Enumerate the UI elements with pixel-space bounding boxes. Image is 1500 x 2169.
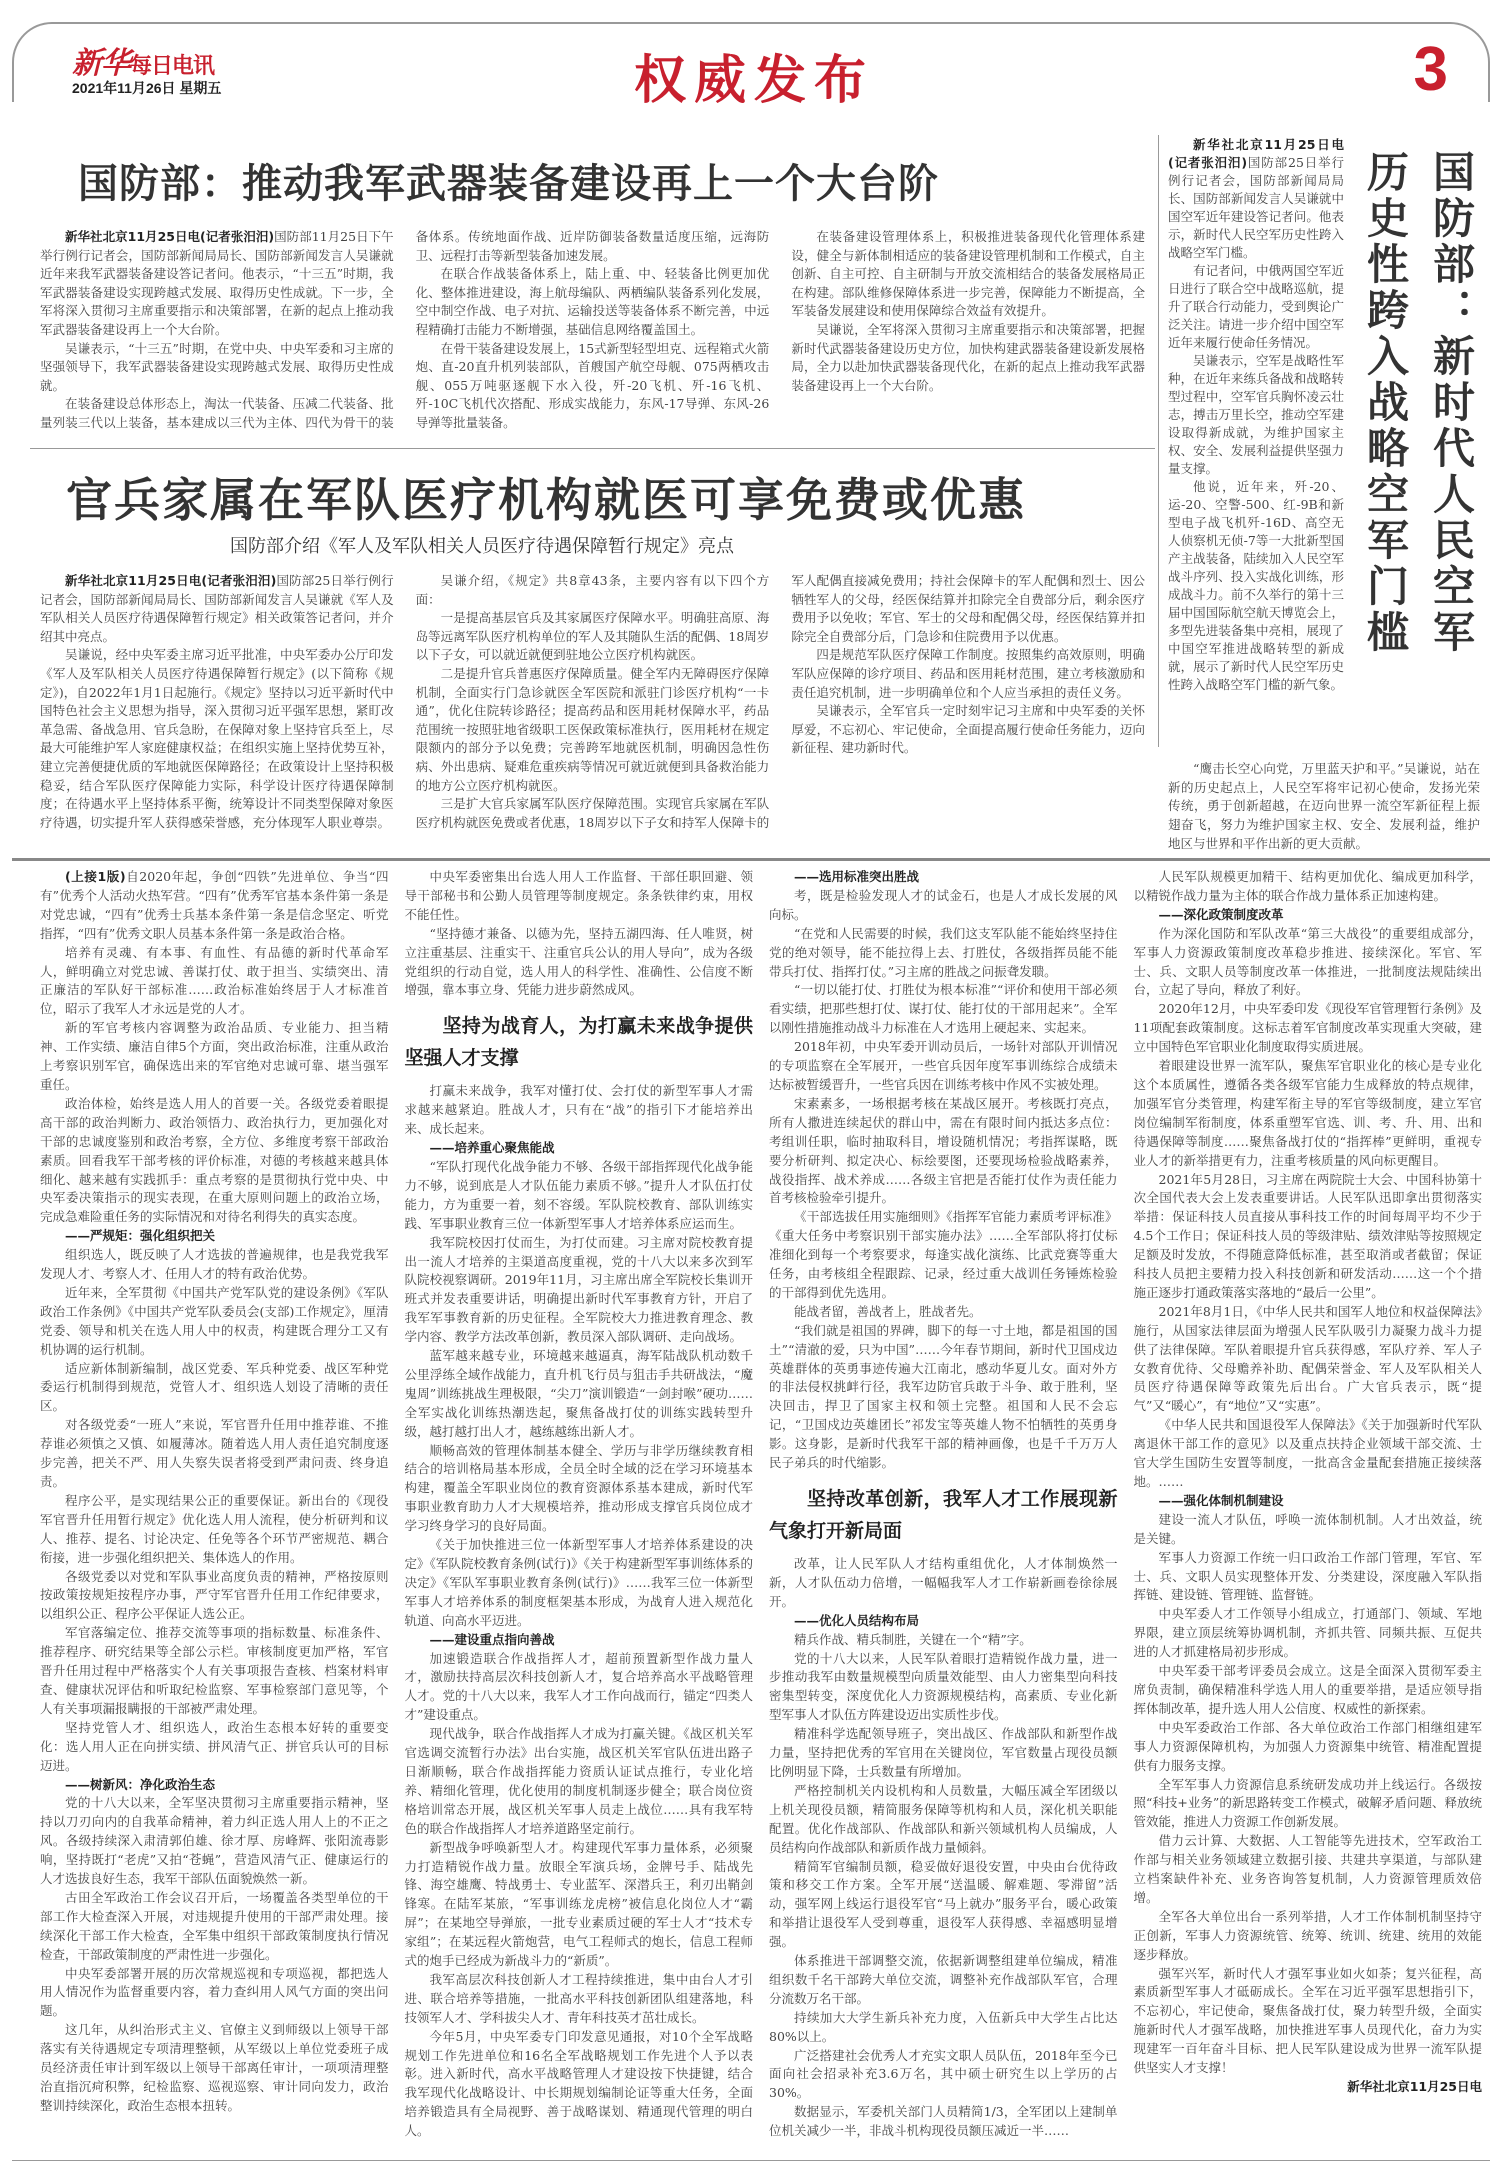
paragraph-text: 改革，让人民军队人才结构重组优化，人才体制焕然一新，人才队伍动力倍增，一幅幅我军人才工作崭新画卷徐徐展开。 <box>769 1556 1118 1609</box>
paragraph-text: 党的十八大以来，人民军队着眼打造精锐作战力量，进一步推动我军由数量规模型向质量效能型、由人力密集型向科技密集型转变，深度优化人力资源规模结构，高素质、专业化新型军事人才队伍方阵建设迈出实质性步伐。 <box>769 1650 1118 1723</box>
paragraph <box>1168 136 1344 262</box>
dateline: 新华社北京11月25日电(记者张汨汨) <box>1168 137 1344 170</box>
paragraph-text: 数据显示，军委机关部门人员精简1/3，全军团以上建制单位机关减少一半，非战斗机构现役员额压减近一半…… <box>769 2104 1118 2139</box>
paragraph-text: 能战者留，善战者上，胜战者先。 <box>794 1303 982 1319</box>
dateline: (上接1版) <box>65 869 126 884</box>
paragraph <box>40 340 394 396</box>
paragraph <box>405 1839 754 1971</box>
section-heading: 坚持为战育人，为打赢未来战争提供坚强人才支撑 <box>404 1015 753 1070</box>
paragraph-text: 精准科学选配领导班子，突出战区、作战部队和新型作战力量，坚持把优秀的军官用在关键岗位，军官数量占现役员额比例明显下降，士兵数量有所增加。 <box>769 1726 1118 1779</box>
paragraph <box>1134 1662 1483 1719</box>
paragraph-text: 这几年，从纠治形式主义、官僚主义到师级以上领导干部落实有关待遇规定专项清理整顿，从军级以上单位党委班子成员经济责任审计到军级以上领导干部离任审计，一项项清理整治直指沉疴积弊，纪检监察、巡视巡察、审计同向发力，政治整训持续深化，政治生态根本扭转。 <box>40 2022 389 2113</box>
paragraph <box>1134 1605 1483 1662</box>
byline: 新华社北京11月25日电 <box>1347 2079 1482 2094</box>
paragraph <box>40 1568 389 1625</box>
article2-subtitle: 国防部介绍《军人及军队相关人员医疗待遇保障暂行规定》亮点 <box>230 536 734 557</box>
paragraph-text: 适应新体制新编制，战区党委、军兵种党委、战区军种党委运行机制得到规范，党管人才、组织选人划设了清晰的责任区。 <box>40 1360 389 1414</box>
paragraph <box>1168 352 1344 478</box>
paragraph-text: 精简军官编制员额，稳妥做好退役安置，中央由台优待政策和移交工作方案。全军开展“送温暖、解难题、零滞留”活动，强军网上线运行退役军官“马上就办”服务平台，暖心政策和举措让退役军人受到尊重，退役军人获得感、幸福感明显增强。 <box>769 1858 1118 1950</box>
paragraph-text: 强军兴军，新时代人才强军事业如火如荼；复兴征程，高素质新型军事人才砥砺成长。全军在习近平强军思想指引下，不忘初心，牢记使命，聚焦备战打仗，聚力转型升级，全面实施新时代人才强军战略，加快推进军事人员现代化，奋力为实现建军一百年奋斗目标、把人民军队建设成为世界一流军队提供坚实人才支撑！ <box>1133 1965 1482 2076</box>
paragraph-text: 有记者问，中俄两国空军近日进行了联合空中战略巡航，提升了联合行动能力，受到舆论广泛关注。请进一步介绍中国空军近年来履行使命任务情况。 <box>1168 263 1344 350</box>
paragraph <box>1134 1171 1483 1303</box>
article1-headline: 国防部：推动我军武器装备建设再上一个大台阶 <box>78 161 939 207</box>
paragraph-text: 新的军官考核内容调整为政治品质、专业能力、担当精神、工作实绩、廉洁自律5个方面，突出政治标准，注重从政治上考察识别军官，确保选出来的军官绝对忠诚可靠、堪当强军重任。 <box>40 1020 389 1092</box>
paragraph-text: 2020年12月，中央军委印发《现役军官管理暂行条例》及11项配套政策制度。这标志着军官制度改革实现重大突破，建立中国特色军官职业化制度取得实质进展。 <box>1133 1001 1482 1055</box>
paragraph-text: “一切以能打仗、打胜仗为根本标准”“评价和使用干部必须看实绩，把那些想打仗、谋打仗、能打仗的干部用起来”。全军以刚性措施推动战斗力标准在人才选用上硬起来、实起来。 <box>769 982 1118 1036</box>
paragraph <box>1134 868 1483 906</box>
section-title: 权威发布 <box>634 51 875 111</box>
paragraph <box>416 572 770 609</box>
paragraph <box>405 2028 754 2141</box>
sidebar-article-body <box>1168 136 1344 694</box>
paragraph <box>1168 262 1344 352</box>
paragraph-text: “我们就是祖国的界碑，脚下的每一寸土地，都是祖国的国土”“清澈的爱，只为中国”……今年春节期间，新时代卫国戍边英雄群体的英勇事迹传遍大江南北，感动华夏儿女。面对外方的非法侵权挑衅行径，我军边防官兵敢于斗争、敢于胜利，坚决回击，捍卫了国家主权和领土完整。祖国和人民不会忘记，“卫国戍边英雄团长”祁发宝等英雄人物不怕牺牲的英勇身影。这身影，是新时代我军干部的精神画像，也是千千万万人民子弟兵的时代缩影。 <box>769 1322 1118 1471</box>
paragraph-text: 吴谦表示，“十三五”时期，在党中央、中央军委和习主席的坚强领导下，我军武器装备建设实现跨越式发展、取得历史性成就。 <box>40 340 394 393</box>
paragraph-text: 中央军委部署开展的历次常规巡视和专项巡视，都把选人用人情况作为监督重要内容，着力查纠用人风气方面的突出问题。 <box>40 1965 389 2019</box>
paragraph-text: 我军院校因打仗而生，为打仗而建。习主席对院校教育提出一流人才培养的主渠道高度重视，党的十八大以来多次到军队院校视察调研。2019年11月，习主席出席全军院校长集训开班式并发表重要讲话，明确提出新时代军事教育方针，开启了我军军事教育新的历史征程。全军院校大力推进教育理念、教学内容、教学方法改革创新，教员深入部队调研、走向战场。 <box>404 1234 753 1345</box>
paragraph <box>405 925 754 1001</box>
paragraph-text: 体系推进干部调整交流，依据新调整组建单位编成，精准组织数千名干部跨大单位交流，调整补充作战部队军官，合理分流数万名干部。 <box>769 1953 1118 2006</box>
paragraph <box>1134 1000 1483 1057</box>
paragraph <box>769 1631 1118 1650</box>
paragraph <box>769 1208 1118 1303</box>
paragraph-text: 组织选人，既反映了人才选拔的普遍规律，也是我党我军发现人才、考察人才、任用人才的特有政治优势。 <box>40 1247 389 1282</box>
paragraph-text: 今年5月，中央军委专门印发意见通报，对10个全军战略规划工作先进单位和16名全军战略规划工作先进个人予以表彰。进入新时代，高水平战略管理人才建设按下快捷键，结合我军现代化战略设计、中长期规划编制论证等重大任务，全面培养锻造具有全局视野、善于战略谋划、精通现代管理的明白人。 <box>404 2028 753 2139</box>
paragraph-text: 对各级党委“一班人”来说，军官晋升任用中推荐谁、不推荐谁必须慎之又慎、如履薄冰。随着选人用人责任追究制度逐步完善，把关不严、用人失察失误者将受到严肃问责、终身追责。 <box>40 1417 389 1489</box>
paragraph-text: 他说，近年来，歼-20、运-20、空警-500、红-9B和新型电子战飞机歼-16D、高空无人侦察机无侦-7等一大批新型国产主战装备，陆续加入人民空军战斗序列、投入实战化训练，形成战斗力。前不久举行的第十三届中国国际航空航天博览会上，多型先进装备集中亮相，展现了中国空军推进战略转型的新成就，展示了新时代人民空军历史性跨入战略空军门槛的新气象。 <box>1168 479 1344 692</box>
paragraph-text: 全军军事人力资源信息系统研发成功并上线运行。各级按照“科技+业务”的新思路转变工作模式，破解矛盾问题、释放统管效能，推进人力资源工作创新发展。 <box>1133 1776 1482 1830</box>
paragraph <box>40 1965 389 2022</box>
paragraph-text: 《中华人民共和国退役军人保障法》《关于加强新时代军队离退休干部工作的意见》以及重点扶持企业领域干部交流、士官大学生国防生安置等制度，一批高含金量配套措施正接续落地。…… <box>1133 1417 1482 1489</box>
paragraph-text: 建设一流人才队伍，呼唤一流体制机制。人才出效益，统是关键。 <box>1133 1511 1482 1546</box>
paragraph-text: 考，既是检验发现人才的试金石，也是人才成长发展的风向标。 <box>769 887 1118 922</box>
paragraph-text: 吴谦表示，空军是战略性军种，在近年来练兵备战和战略转型过程中，空军官兵胸怀凌云壮志，搏击万里长空，推动空军建设取得新成就，为维护国家主权、安全、发展利益提供坚强力量支撑。 <box>1168 353 1344 476</box>
paragraph-text: 作为深化国防和军队改革“第三大战役”的重要组成部分，军事人力资源政策制度改革稳步推进、接续深化。军官、军士、兵、文职人员等制度改革一体推进，一批制度法规陆续出台，立起了导向，释放了利好。 <box>1133 925 1482 998</box>
paragraph-text: 党的十八大以来，全军坚决贯彻习主席重要指示精神，坚持以刀刃向内的自我革命精神，着力纠正选人用人上的不正之风。各级持续深入肃清郭伯雄、徐才厚、房峰辉、张阳流毒影响，坚持既打“老虎”又拍“苍蝇”，营造风清气正、健康运行的人才选拔良好生态，我军干部队伍面貌焕然一新。 <box>40 1795 389 1887</box>
paragraph <box>1134 1719 1483 1776</box>
paragraph-text: 精兵作战、精兵制胜，关键在一个“精”字。 <box>794 1631 1032 1647</box>
paragraph-text: 在装备建设管理体系上，积极推进装备现代化管理体系建设，健全与新体制相适应的装备建设管理机制和工作模式，自主创新、自主可控、自主研制与开放交流相结合的装备发展格局正在构建。部队维修保障体系进一步完善，保障能力不断提高，全军装备发展建设和使用保障综合效益有效提升。 <box>791 229 1145 319</box>
headline-line-2: 历史性跨入战略空军门槛 <box>1361 150 1410 656</box>
issue-date: 2021年11月26日 星期五 <box>72 80 222 96</box>
paragraph <box>791 228 1145 321</box>
paragraph-text: 人民军队规模更加精干、结构更加优化、编成更加科学，以精锐作战力量为主体的联合作战力量体系正加速构建。 <box>1133 869 1482 903</box>
paragraph <box>769 1782 1118 1858</box>
paragraph <box>40 1719 389 1776</box>
paragraph-text: 全军各大单位出台一系列举措，人才工作体制机制坚持守正创新，军事人力资源统管、统筹、统训、统建、统用的效能逐步释放。 <box>1133 1908 1482 1962</box>
logo-sub: 每日电讯 <box>130 53 215 79</box>
subheading: ——培养重心聚焦能战 <box>429 1140 555 1156</box>
subheading: ——树新风：净化政治生态 <box>65 1776 216 1792</box>
subheading: ——建设重点指向善战 <box>429 1631 555 1647</box>
paragraph-text: 吴谦说，全军将深入贯彻习主席重要指示和决策部署，把握新时代武器装备建设历史方位，加快构建武器装备建设新发展格局，全力以赴加快武器装备现代化，在新的起点上推动我军武器装备建设再上一个大台阶。 <box>791 321 1145 393</box>
subheading: ——严规矩：强化组织把关 <box>65 1228 216 1244</box>
paragraph-text: 国防部25日举行例行记者会，国防部新闻局局长、国防部新闻发言人吴谦就中国空军近年建设答记者问。他表示，新时代人民空军历史性跨入战略空军门槛。 <box>1168 155 1344 260</box>
paragraph <box>769 887 1118 925</box>
sidebar-vertical-headline <box>1352 150 1484 730</box>
article1-body <box>40 228 1145 433</box>
paragraph-text: 2021年5月28日，习主席在两院院士大会、中国科协第十次全国代表大会上发表重要讲话。人民军队迅即拿出贯彻落实举措：保证科技人员直接从事科技工作的时间每周平均不少于4.5个工作日；保证科技人员的等级津贴、绩效津贴等按照规定足额及时发放，不得随意降低标准，甚至取消或者截留；保证科技人员把主要精力投入科技创新和研发活动……这一个个措施正逐步打通政策落实落地的“最后一公里”。 <box>1133 1171 1482 1300</box>
dateline: 新华社北京11月25日电(记者张汨汨) <box>65 229 275 244</box>
paragraph <box>405 1536 754 1631</box>
paragraph-text: 军事人力资源工作统一归口政治工作部门管理，军官、军士、兵、文职人员实现整体开发、分类建设，深度融入军队指挥链、建设链、管理链、监督链。 <box>1133 1549 1482 1603</box>
headline-line-1: 国防部：新时代人民空军 <box>1427 150 1476 656</box>
paragraph-text: 各级党委以对党和军队事业高度负责的精神，严格按原则按政策按规矩按程序办事，严守军官晋升任用工作纪律要求，以组织公正、程序公平保证人选公正。 <box>40 1568 389 1622</box>
paragraph-text: 严格控制机关内设机构和人员数量，大幅压减全军团级以上机关现役员额，精简服务保障等机构和人员，深化机关职能配置。优化作战部队、作战部队和新兴领域机构人员编成，人员结构向作战部队和新质作战力量倾斜。 <box>769 1782 1118 1855</box>
paragraph <box>40 572 394 646</box>
paragraph <box>416 665 770 795</box>
paragraph-text: 中央军委干部考评委员会成立。这是全面深入贯彻军委主席负责制，确保精准科学选人用人的重要举措，是适应领导指挥体制改革，提升选人用人公信度、权威性的新探索。 <box>1133 1663 1482 1716</box>
paragraph <box>1134 1549 1483 1606</box>
paragraph-text: 军官落编定位、推荐交流等事项的指标数量、标准条件、推荐程序、研究结果等全部公示栏。审核制度更加严格，军官晋升任用过程中严格落实个人有关事项报告查核、档案材料审查、健康状况评估和听取纪检监察、军事检察部门意见等，个人有关事项漏报瞒报的干部被严肃处理。 <box>40 1625 389 1716</box>
paragraph <box>416 340 770 433</box>
paragraph-text: “在党和人民需要的时候，我们这支军队能不能始终坚持住党的绝对领导，能不能拉得上去、打胜仗，各级指挥员能不能带兵打仗、指挥打仗。”习主席的胜战之问振聋发聩。 <box>769 925 1118 979</box>
paragraph-text: 加速锻造联合作战指挥人才，超前预置新型作战力量人才，激励扶持高层次科技创新人才，复合培养高水平战略管理人才。党的十八大以来，我军人才工作向战而行，锚定“四类人才”建设重点。 <box>404 1650 753 1723</box>
paragraph <box>769 1038 1118 1095</box>
newspaper-logo <box>72 38 214 82</box>
paragraph-text: 现代战争，联合作战指挥人才成为打赢关键。《战区机关军官选调交流暂行办法》出台实施，战区机关军官队伍进出路子日渐顺畅，联合作战指挥能力资质认证试点推行，专业化培养、精细化管理，优化使用的制度机制逐步健全；联合岗位资格培训常态开展，战区机关军事人员走上战位……具有我军特色的联合作战指挥人才培养道路坚定前行。 <box>404 1726 753 1836</box>
paragraph <box>405 1442 754 1537</box>
paragraph <box>1134 1057 1483 1170</box>
paragraph <box>769 1952 1118 2009</box>
paragraph <box>40 868 389 944</box>
paragraph <box>40 1492 389 1568</box>
feature-article-body <box>40 868 1482 2153</box>
article2-body <box>40 572 1145 832</box>
dateline: 新华社北京11月25日电(记者张汨汨) <box>65 573 277 588</box>
paragraph-text: 宋素素多，一场根据考核在某战区展开。考核既打亮点，所有人撒进连续起伏的群山中，需在有限时间内抵达多点位：考组训任职，临时抽取科目，增设随机情况；考指挥谋略，既要分析研判、拟定决心、标绘要图，还要现场检验战略素养，战役指挥、战术养成……各级主官把是否能打仗作为责任能力首考核检验牵引提升。 <box>769 1095 1118 1206</box>
paragraph-text: 培养有灵魂、有本事、有血性、有品德的新时代革命军人，鲜明确立对党忠诚、善谋打仗、敢于担当、实绩突出、清正廉洁的军队好干部标准……政治标准始终居于人才标准首位，昭示了我军人才永远是党的人才。 <box>40 944 389 1017</box>
paragraph-text: 在骨干装备建设发展上，15式新型轻型坦克、远程箱式火箭炮、直-20直升机列装部队，首艘国产航空母舰、075两栖攻击舰、055万吨驱逐舰下水入役，歼-20飞机、歼-16飞机、歼-10C飞机代次搭配、形成实战能力，东风-17导弹、东风-26导弹等批量装备。 <box>415 340 770 430</box>
paragraph <box>40 1284 389 1360</box>
paragraph-text: 政治体检，始终是选人用人的首要一关。各级党委着眼提高干部的政治判断力、政治领悟力、政治执行力，更加强化对干部的忠诚度鉴别和政治考察，全方位、多维度考察干部政治素质。回看我军干部考核的评价标准，对德的考核越来越具体细化、越来越有实践抓手：重点考察的是贯彻执行党中央、中央军委决策指示的现实表现，在重大原则问题上的政治立场，完成急难险重任务的实际情况和对待名利得失的真实态度。 <box>40 1095 389 1225</box>
paragraph <box>791 321 1145 395</box>
paragraph <box>1134 1776 1483 1833</box>
bottom-rule <box>12 2160 1490 2161</box>
paragraph <box>769 1858 1118 1953</box>
paragraph-text: 四是规范军队医疗保障工作制度。按照集约高效原则，明确军队应保障的诊疗项目、药品和医用耗材范围，建立考核激励和责任追究机制，进一步明确单位和个人应当承担的责任义务。 <box>791 647 1145 700</box>
paragraph: “鹰击长空心向党，万里蓝天护和平。”吴谦说，站在新的历史起点上，人民空军将牢记初心使命，发扬光荣传统，勇于创新超越，在迈向世界一流空军新征程上振翅奋飞，努力为维护国家主权、安全、发展利益，维护地区与世界和平作出新的更大贡献。 <box>1168 761 1480 851</box>
paragraph <box>40 228 394 340</box>
paragraph <box>769 2009 1118 2047</box>
paragraph-text: 借力云计算、大数据、人工智能等先进技术，空军政治工作部与相关业务领域建立数据引接、共建共享渠道，与部队建立档案缺件补充、业务咨询答复机制，人力资源管理质效倍增。 <box>1133 1833 1482 1905</box>
divider <box>30 448 1155 449</box>
paragraph <box>769 1322 1118 1473</box>
article2-headline: 官兵家属在军队医疗机构就医可享免费或优惠 <box>66 473 1026 527</box>
paragraph-text: 在装备建设总体形态上，淘汰一代装备、压减二代装备、批量列装三代以上装备，基本建成以三代为主体、四代为骨干的装备体系。传统地面作战、近岸防御装备数量适度压缩，远海防卫、远程打击等新型装备加速发展。 <box>40 229 770 430</box>
paragraph <box>405 1725 754 1838</box>
paragraph <box>769 2047 1118 2104</box>
divider <box>1158 135 1159 747</box>
paragraph-text: 《关于加快推进三位一体新型军事人才培养体系建设的决定》《军队院校教育条例(试行)》《关于构建新型军事训练体系的决定》《军队军事职业教育条例(试行)》……我军三位一体新型军事人才培养体系的制度框架基本形成，为战育人进入规范化轨道、向高水平迈进。 <box>404 1537 753 1628</box>
paragraph-text: 新型战争呼唤新型人才。构建现代军事力量体系，必须聚力打造精锐作战力量。放眼全军演兵场，金牌号手、陆战先锋、海空雄鹰、特战勇士、专业蓝军、深潜兵王，利刃出鞘剑锋寒。在陆军某旅，“军事训练龙虎榜”被信息化岗位人才“霸屏”；在某地空导弹旅，一批专业素质过硬的军士人才“技术专家组”；在某远程火箭炮营，电气工程师式的炮长，信息工程师式的炮手已经成为新战斗力的“新质”。 <box>404 1839 753 1969</box>
paragraph <box>416 265 770 339</box>
paragraph <box>40 1889 389 1965</box>
paragraph-text: 广泛搭建社会优秀人才充实文职人员队伍，2018年至今已面向社会招录补充3.6万名，其中硕士研究生以上学历的占30%。 <box>769 2047 1118 2101</box>
paragraph-text: 我军高层次科技创新人才工程持续推进，集中由台人才引进、联合培养等措施，一批高水平科技创新团队组建落地，科技领军人才、学科拔尖人才、青年科技英才茁壮成长。 <box>404 1971 753 2025</box>
paragraph <box>769 1303 1118 1322</box>
paragraph <box>769 925 1118 982</box>
paragraph-text: 《干部选拔任用实施细则》《指挥军官能力素质考评标准》《重大任务中考察识别干部实施办法》……全军部队将打仗标准细化到每一个考察要求，每逢实战化演练、比武竞赛等重大任务，由考核组全程跟踪、记录，经过重大战训任务锤炼检验的干部得到优先选用。 <box>769 1209 1118 1300</box>
paragraph-text: 吴谦介绍，《规定》共8章43条，主要内容有以下四个方面： <box>415 573 770 607</box>
paragraph <box>40 2021 389 2116</box>
paragraph <box>40 1794 389 1889</box>
subheading: ——选用标准突出胜战 <box>794 869 920 884</box>
logo-main: 新华 <box>72 46 130 81</box>
paragraph <box>791 702 1145 758</box>
paragraph-text: 在联合作战装备体系上，陆上重、中、轻装备比例更加优化、整体推进建设，海上航母编队、两栖编队装备系列化发展，空中制空作战、电子对抗、运输投送等装备体系不断完善，中远程精确打击能力不断增强，基础信息网络覆盖国土。 <box>415 266 770 337</box>
paragraph <box>1134 1908 1483 1965</box>
paragraph-text: 中央军委人才工作领导小组成立，打通部门、领域、军地界限，建立顶层统筹协调机制，齐抓共管、同频共振、互促共进的人才抓建格局初步形成。 <box>1133 1606 1482 1660</box>
paragraph <box>40 1360 389 1417</box>
paragraph <box>40 944 389 1020</box>
paragraph <box>405 1082 754 1139</box>
paragraph <box>1134 1303 1483 1416</box>
paragraph <box>769 981 1118 1038</box>
subheading: ——强化体制机制建设 <box>1158 1492 1284 1508</box>
paragraph <box>40 646 394 832</box>
paragraph <box>769 1555 1118 1612</box>
paragraph-text: 坚持党管人才、组织选人，政治生态根本好转的重要变化：选人用人正在向拼实绩、拼风清气正、拼官兵认可的目标迈进。 <box>40 1719 389 1773</box>
sidebar-closing <box>1168 760 1480 854</box>
paragraph-text: 一是提高基层官兵及其家属医疗保障水平。明确驻高原、海岛等远离军队医疗机构单位的军人及其随队生活的配偶、18周岁以下子女，可以就近就便到驻地公立医疗机构就医。 <box>415 610 770 663</box>
paragraph <box>769 1095 1118 1208</box>
paragraph <box>40 1095 389 1227</box>
paragraph-text: 古田全军政治工作会议召开后，一场覆盖各类型单位的干部工作大检查深入开展，对违规提升使用的干部严肃处理。接续深化干部工作大检查，全军集中组织干部政策制度执行情况检查，干部政策制度的严肃性进一步强化。 <box>40 1889 389 1962</box>
paragraph-text: “军队打现代化战争能力不够、各级干部指挥现代化战争能力不够，说到底是人才队伍能力素质不够。”提升人才队伍打仗能力，方为重要一着，刻不容缓。军队院校教育、部队训练实践、军事职业教育三位一体新型军事人才培养体系应运而生。 <box>404 1158 753 1231</box>
page-number: 3 <box>1413 35 1448 104</box>
paragraph-text: 吴谦说，经中央军委主席习近平批准，中央军委办公厅印发《军人及军队相关人员医疗待遇保障暂行规定》(以下简称《规定》)，自2022年1月1日起施行。《规定》坚持以习近平新时代中国特色社会主义思想为指导，深入贯彻习近平强军思想，紧盯改革急需、备战急用、官兵急盼，在保障对象上坚持官兵至上，尽最大可能维护军人家庭健康权益；在组织实施上坚持优势互补，建立完善便捷优质的军地就医保障路径；在政策设计上坚持积极稳妥，结合军队医疗保障能力实际，科学设计医疗待遇保障制度；在待遇水平上坚持体系平衡，统筹设计不同类型保障对象医疗待遇，切实提升军人获得感荣誉感，充分体现军人职业尊崇。 <box>40 647 394 830</box>
paragraph <box>1134 1416 1483 1492</box>
paragraph <box>405 1234 754 1347</box>
paragraph <box>769 2103 1118 2141</box>
paragraph <box>40 1416 389 1492</box>
paragraph-text: 吴谦表示，全军官兵一定时刻牢记习主席和中央军委的关怀厚爱，不忘初心、牢记使命，全面提高履行使命任务能力，迈向新征程、建功新时代。 <box>791 703 1145 756</box>
paragraph <box>405 1971 754 2028</box>
paragraph <box>1134 1832 1483 1908</box>
paragraph <box>769 1650 1118 1726</box>
masthead <box>12 22 1490 111</box>
paragraph-text: 顺畅高效的管理体制基本健全、学历与非学历继续教育相结合的培训格局基本形成，全员全时全域的泛在学习环境基本构建，覆盖全军职业岗位的教育资源体系基本建成，新时代军事职业教育助力人才大规模培养，推动形成支撑官兵岗位成才学习终身学习的良好局面。 <box>404 1442 753 1534</box>
paragraph <box>1168 478 1344 694</box>
paragraph-text: 蓝军越来越专业，环境越来越逼真，海军陆战队机动数千公里浮练全域作战能力，直升机飞行员与狙击手共研战法，“魔鬼周”训练挑战生理极限，“尖刀”演训锻造“一剑封喉”硬功……全军实战化训练热潮迭起，聚焦备战打仗的训练实践转型升级，越打越打出人才，越练越练出新人才。 <box>404 1348 753 1439</box>
paragraph <box>40 1624 389 1719</box>
paragraph <box>405 868 754 925</box>
paragraph <box>1134 1965 1483 2078</box>
paragraph <box>416 609 770 665</box>
paragraph <box>405 1158 754 1234</box>
paragraph <box>405 1347 754 1442</box>
paragraph-text: 持续加大大学生新兵补充力度，入伍新兵中大学生占比达80%以上。 <box>769 2009 1118 2044</box>
paragraph <box>40 1019 389 1095</box>
subheading: ——优化人员结构布局 <box>794 1612 920 1628</box>
paragraph-text: 2018年初，中央军委开训动员后，一场针对部队开训情况的专项监察在全军展开，一些官兵因年度军事训练综合成绩未达标被暂缓晋升，一些官兵因在训练考核中作风不实被处理。 <box>769 1039 1118 1092</box>
paragraph-text: “坚持德才兼备、以德为先，坚持五湖四海、任人唯贤，树立注重基层、注重实干、注重官兵公认的用人导向”，成为各级党组织的行动自觉，选人用人的科学性、准确性、公信度不断增强，靠本事立身、凭能力进步蔚然成风。 <box>404 925 753 998</box>
paragraph <box>769 1725 1118 1782</box>
paragraph-text: 近年来，全军贯彻《中国共产党军队党的建设条例》《军队政治工作条例》《中国共产党军队委员会(支部)工作规定》，厘清党委、领导和机关在选人用人中的权责，构建既合理分工又有机协调的运行机制。 <box>40 1284 389 1357</box>
paragraph-text: 中央军委密集出台选人用人工作监督、干部任职回避、领导干部秘书和公勤人员管理等制度规定。条条铁律约束，用权不能任性。 <box>404 869 753 922</box>
paragraph <box>405 1650 754 1726</box>
subheading: ——深化政策制度改革 <box>1158 906 1284 922</box>
paragraph-text: 着眼建设世界一流军队，聚焦军官职业化的核心是专业化这个本质属性，遵循各类各级军官能力生成释放的特点规律，加强军官分类管理，构建军衔主导的军官等级制度，建立军官岗位编制军衔制度，体系重塑军官选、训、考、升、用、出和待遇保障等制度……聚焦备战打仗的“指挥棒”更鲜明，重视专业人才的新举措更有力，注重考核质量的风向标更醒目。 <box>1133 1058 1482 1168</box>
paragraph-text: 自2020年起，争创“四铁”先进单位、争当“四有”优秀个人活动火热军营。“四有”优秀军官基本条件第一条是对党忠诚，“四有”优秀士兵基本条件第一条是信念坚定、听党指挥，“四有”优秀文职人员基本条件第一条是政治合格。 <box>40 869 389 941</box>
paragraph-text: 二是提升官兵普惠医疗保障质量。健全军内无障碍医疗保障机制，全面实行门急诊就医全军医院和派驻门诊医疗机构“一卡通”，优化住院转诊路径；提高药品和医用耗材保障水平，药品范围统一按照驻地省级职工医保政策标准执行，医用耗材在规定限额内的部分予以免费；完善跨军地就医机制，明确因急性伤病、外出患病、疑难危重疾病等情况可就近就便到具备救治能力的地方公立医疗机构就医。 <box>415 665 770 793</box>
paragraph <box>1134 925 1483 1001</box>
paragraph-text: 国防部25日举行例行记者会，国防部新闻局局长、国防部新闻发言人吴谦就《军人及军队相关人员医疗待遇保障暂行规定》相关政策答记者问，并介绍其中亮点。 <box>40 573 394 644</box>
paragraph-text: 2021年8月1日，《中华人民共和国军人地位和权益保障法》施行，从国家法律层面为增强人民军队吸引力凝聚力战斗力提供了法律保障。军队着眼提升官兵获得感，军队疗养、军人子女教育优待、父母赡养补助、配偶荣誉金、军人及军队相关人员医疗待遇保障等政策先后出台。广大官兵表示，既“提气”又“暖心”，有“地位”又“实惠”。 <box>1133 1303 1482 1414</box>
section-divider <box>12 858 1490 861</box>
paragraph <box>40 1246 389 1284</box>
paragraph-text: 国防部11月25日下午举行例行记者会，国防部新闻局局长、国防部新闻发言人吴谦就近年来我军武器装备建设答记者问。他表示，“十三五”时期，我军武器装备建设实现跨越式发展、取得历史性成就。下一步，全军将深入贯彻习主席重要指示和决策部署，在新的起点上推动我军武器装备建设再上一个大台阶。 <box>40 229 394 337</box>
paragraph-text: 中央军委政治工作部、各大单位政治工作部门相继组建军事人力资源保障机构，为加强人力资源集中统管、精准配置提供有力服务支撑。 <box>1133 1719 1482 1773</box>
paragraph-text: 程序公平，是实现结果公正的重要保证。新出台的《现役军官晋升任用暂行规定》优化选人用人流程，使分析研判和议人、推荐、提名、讨论决定、任免等各个环节严密规范、耦合衔接，进一步强化组织把关、集体选人的作用。 <box>40 1492 389 1565</box>
paragraph-text: 打赢未来战争，我军对懂打仗、会打仗的新型军事人才需求越来越紧迫。胜战人才，只有在“战”的指引下才能培养出来、成长起来。 <box>404 1083 753 1137</box>
paragraph-text: 三是扩大官兵家属军队医疗保障范围。实现官兵家属在军队医疗机构就医免费或者优惠，18周岁以下子女和持军人保障卡的军人配偶直接减免费用；持社会保障卡的军人配偶和烈士、因公牺牲军人的父母，经医保结算并扣除完全自费部分后，剩余医疗费用予以免收；军官、军士的父母和配偶父母，经医保结算并扣除完全自费部分后，门急诊和住院费用予以优惠。 <box>415 573 1145 830</box>
section-heading: 坚持改革创新，我军人才工作展现新气象打开新局面 <box>769 1488 1118 1542</box>
paragraph <box>1134 1511 1483 1549</box>
paragraph <box>791 646 1145 702</box>
